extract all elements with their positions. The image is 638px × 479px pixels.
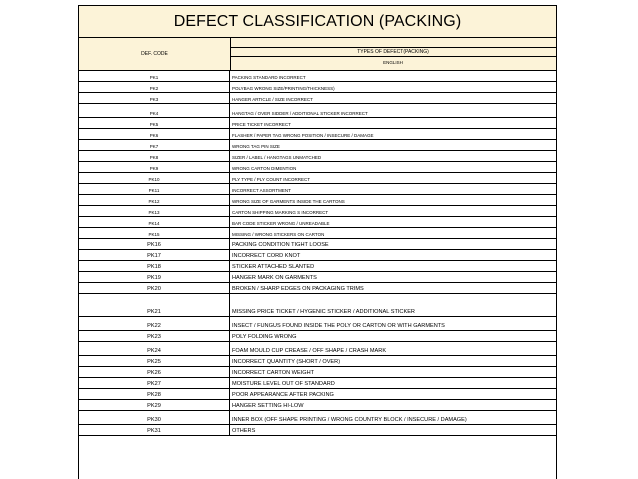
defect-code: PK22: [147, 323, 161, 329]
defect-description: FLASHER / PAPER TAG WRONG POSITION / INSECURE / DAMAGE: [232, 133, 374, 138]
defect-code: PK1: [149, 75, 159, 80]
table-row: [79, 71, 556, 82]
defect-code-cell: [79, 356, 230, 366]
table-row: [79, 342, 556, 356]
defect-description: WRONG TAG PIN SIZE: [232, 144, 280, 149]
defect-code: PK25: [147, 359, 161, 365]
defect-code: PK18: [147, 264, 161, 270]
defect-description-cell: [231, 118, 556, 128]
defect-code-cell: [79, 184, 230, 194]
defect-code-cell: [79, 173, 230, 183]
defect-code: PK3: [149, 97, 159, 102]
defect-description: WRONG SIZE OF GARMENTS INSIDE THE CARTONS: [232, 199, 345, 204]
defect-code-cell: [79, 425, 230, 435]
table-row: [79, 217, 556, 228]
defect-code-cell: [79, 378, 230, 388]
defect-code: PK29: [147, 403, 161, 409]
defect-code-cell: [79, 294, 230, 316]
defect-description: INCORRECT ASSORTMENT: [232, 188, 291, 193]
defect-description: MOISTURE LEVEL OUT OF STANDARD: [232, 381, 335, 387]
defect-code-cell: [79, 389, 230, 399]
defect-description: HANGTAG / OVER SIDDER / ADDITIONAL STICKER INCORRECT: [232, 111, 368, 116]
defect-description-cell: [231, 389, 556, 399]
defect-code-cell: [79, 71, 230, 81]
defect-code-cell: [79, 162, 230, 172]
types-of-defect-header: TYPES OF DEFECT(PACKING): [230, 47, 556, 57]
defect-code: PK8: [149, 155, 159, 160]
defect-description: WRONG CARTON DIMENTION: [232, 166, 297, 171]
defect-code: PK13: [148, 210, 160, 215]
defect-code: PK28: [147, 392, 161, 398]
table-row: [79, 425, 556, 436]
defect-description-cell: [231, 104, 556, 117]
defect-code-cell: [79, 331, 230, 341]
table-row: [79, 118, 556, 129]
defect-table-body: [79, 71, 556, 436]
defect-description-cell: [231, 425, 556, 435]
defect-code-cell: [79, 93, 230, 103]
defect-description-cell: [231, 400, 556, 410]
defect-description-cell: [231, 129, 556, 139]
table-row: [79, 411, 556, 425]
defect-description: MISSING / WRONG STICKERS ON CARTON: [232, 232, 325, 237]
defect-description-cell: [231, 140, 556, 150]
defect-classification-sheet: [78, 5, 557, 479]
sheet-title: DEFECT CLASSIFICATION (PACKING): [173, 12, 462, 30]
table-row: [79, 184, 556, 195]
table-row: [79, 173, 556, 184]
defect-description-cell: [231, 173, 556, 183]
defect-description: PACKING CONDITION TIGHT LOOSE: [232, 242, 329, 248]
table-row: [79, 389, 556, 400]
defect-description-cell: [231, 411, 556, 424]
english-header: ENGLISH: [383, 60, 403, 65]
defect-description: INCORRECT CARTON WEIGHT: [232, 370, 315, 376]
table-row: [79, 151, 556, 162]
defect-code: PK2: [149, 86, 159, 91]
defect-code: PK11: [148, 188, 160, 193]
defect-description: PLY TYPE / PLY COUNT INCORRECT: [232, 177, 311, 182]
defect-code-cell: [79, 400, 230, 410]
defect-code-cell: [79, 151, 230, 161]
defect-code-cell: [79, 118, 230, 128]
defect-description: PACKING STANDARD INCORRECT: [232, 75, 306, 80]
defect-code: PK19: [147, 275, 161, 281]
defect-code: PK6: [149, 133, 159, 138]
defect-description-cell: [231, 250, 556, 260]
table-row: [79, 93, 556, 104]
defect-code-cell: [79, 317, 230, 330]
table-row: [79, 367, 556, 378]
defect-description: FOAM MOULD CUP CREASE / OFF SHAPE / CRASH MARK: [232, 348, 387, 354]
table-row: [79, 206, 556, 217]
defect-description-cell: [231, 283, 556, 293]
defect-description: INSECT / FUNGUS FOUND INSIDE THE POLY OR CARTON OR WITH GARMENTS: [232, 323, 445, 329]
defect-description-cell: [231, 356, 556, 366]
table-row: [79, 195, 556, 206]
table-row: [79, 331, 556, 342]
defect-description: INCORRECT CORD KNOT: [232, 253, 301, 259]
defect-code-cell: [79, 342, 230, 355]
defect-code: PK30: [147, 417, 161, 423]
defect-code-cell: [79, 195, 230, 205]
defect-description: INCORRECT QUANTITY (SHORT / OVER): [232, 359, 341, 365]
defect-description-cell: [231, 206, 556, 216]
defect-code-cell: [79, 272, 230, 282]
defect-description: MISSING PRICE TICKET / HYGENIC STICKER / ADDITIONAL STICKER: [232, 309, 415, 315]
table-row: [79, 283, 556, 294]
defect-code-cell: [79, 82, 230, 92]
defect-description: CARTON SHIPPING MARKING S INCORRECT: [232, 210, 329, 215]
defect-code-cell: [79, 367, 230, 377]
defect-description-cell: [231, 217, 556, 227]
defect-code-cell: [79, 239, 230, 249]
defect-code: PK17: [147, 253, 161, 259]
defect-code: PK16: [147, 242, 161, 248]
defect-description: STICKER ATTACHED SLANTED: [232, 264, 315, 270]
defect-code: PK20: [147, 286, 161, 292]
table-row: [79, 294, 556, 317]
defect-description-cell: [231, 162, 556, 172]
defect-code-cell: [79, 228, 230, 238]
defect-code-cell: [79, 261, 230, 271]
table-row: [79, 162, 556, 173]
table-row: [79, 261, 556, 272]
defect-description: HANGER ARTICLE / SIZE INCORRECT: [232, 97, 313, 102]
defect-code: PK14: [148, 221, 160, 226]
defect-code: PK27: [147, 381, 161, 387]
table-row: [79, 104, 556, 118]
defect-description-cell: [231, 331, 556, 341]
defect-code: PK15: [148, 232, 160, 237]
defect-description: BAR CODE STICKER WRONG / UNREADABLE: [232, 221, 330, 226]
table-row: [79, 356, 556, 367]
table-row: [79, 317, 556, 331]
table-row: [79, 140, 556, 151]
defect-description-cell: [231, 82, 556, 92]
defect-description-cell: [231, 239, 556, 249]
defect-description-cell: [231, 272, 556, 282]
defect-description-cell: [231, 228, 556, 238]
defect-description-cell: [231, 195, 556, 205]
defect-code-cell: [79, 283, 230, 293]
defect-description-cell: [231, 71, 556, 81]
defect-description-cell: [231, 151, 556, 161]
defect-code: PK4: [149, 111, 159, 116]
defect-description: SIZER / LABEL / HANGTAGS UNMATCHED: [232, 155, 322, 160]
table-row: [79, 82, 556, 93]
table-row: [79, 239, 556, 250]
defect-code-cell: [79, 250, 230, 260]
defect-code-cell: [79, 411, 230, 424]
defect-code: PK24: [147, 348, 161, 354]
defect-code: PK23: [147, 334, 161, 340]
defect-code: PK21: [147, 309, 161, 315]
def-code-header: DEF. CODE: [79, 38, 231, 70]
defect-description-cell: [231, 317, 556, 330]
defect-code: PK26: [147, 370, 161, 376]
defect-description-cell: [231, 261, 556, 271]
defect-description: POOR APPEARANCE AFTER PACKING: [232, 392, 334, 398]
defect-description-cell: [231, 93, 556, 103]
defect-code: PK31: [147, 428, 161, 434]
defect-code: PK5: [149, 122, 159, 127]
table-row: [79, 400, 556, 411]
defect-code-cell: [79, 140, 230, 150]
defect-description: HANGER SETTING HI-LOW: [232, 403, 304, 409]
table-row: [79, 272, 556, 283]
defect-code: PK10: [148, 177, 160, 182]
defect-code: PK7: [149, 144, 159, 149]
defect-description: POLY FOLDING WRONG: [232, 334, 297, 340]
defect-code-cell: [79, 129, 230, 139]
defect-code: PK12: [148, 199, 160, 204]
defect-description: BROKEN / SHARP EDGES ON PACKAGING TRIMS: [232, 286, 364, 292]
defect-code-cell: [79, 206, 230, 216]
defect-code: PK9: [149, 166, 159, 171]
defect-description-cell: [231, 184, 556, 194]
defect-description: INNER BOX (OFF SHAPE PRINTING / WRONG COUNTRY BLOCK / INSECURE / DAMAGE): [232, 417, 467, 423]
defect-description: PRICE TICKET INCORRECT: [232, 122, 291, 127]
defect-description: POLYBAG WRONG SIZE/PRINTING/THICKNESS): [232, 86, 335, 91]
defect-description-cell: [231, 342, 556, 355]
title-bar: [79, 5, 556, 38]
table-row: [79, 378, 556, 389]
defect-description-cell: [231, 367, 556, 377]
table-row: [79, 250, 556, 261]
defect-description-cell: [231, 378, 556, 388]
table-row: [79, 228, 556, 239]
table-row: [79, 129, 556, 140]
table-header: [79, 38, 556, 71]
defect-description: OTHERS: [232, 428, 256, 434]
defect-code-cell: [79, 104, 230, 117]
defect-description-cell: [231, 294, 556, 316]
defect-code-cell: [79, 217, 230, 227]
defect-description: HANGER MARK ON GARMENTS: [232, 275, 317, 281]
